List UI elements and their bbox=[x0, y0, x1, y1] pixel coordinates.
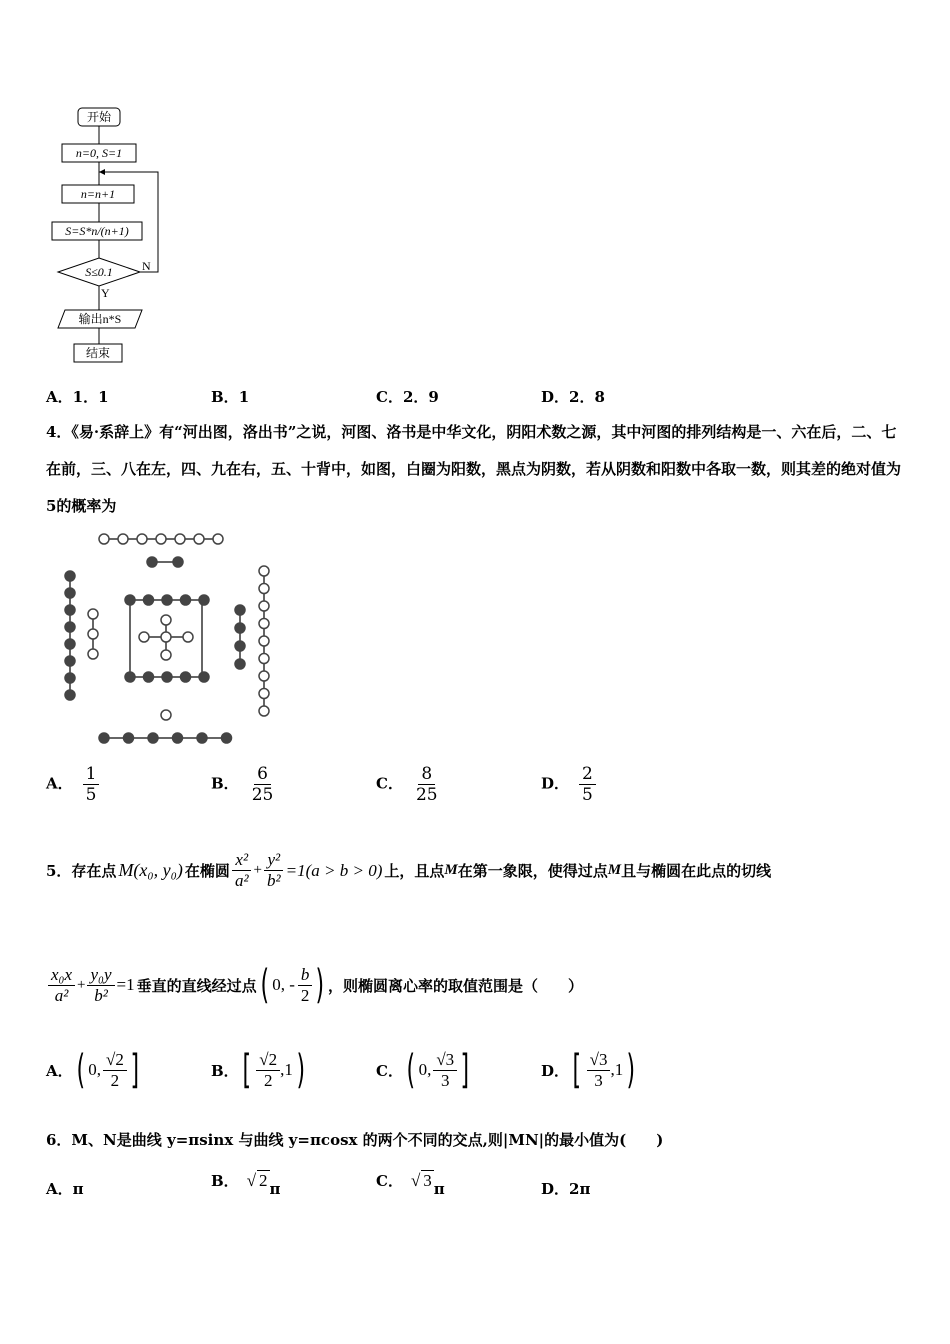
option-letter: B． bbox=[211, 388, 239, 406]
option-value: 2π bbox=[569, 1180, 591, 1198]
q5-text: 在第一象限，使得过点 bbox=[457, 862, 608, 880]
flowchart-output: 输出n*S bbox=[78, 312, 122, 326]
yang-dot bbox=[88, 609, 98, 619]
denominator: 2 bbox=[110, 1070, 120, 1090]
yin-dot bbox=[181, 595, 191, 605]
yang-dot bbox=[161, 650, 171, 660]
yang-dot bbox=[259, 584, 269, 594]
yang-dot bbox=[99, 534, 109, 544]
fraction bbox=[83, 764, 100, 805]
numerator: y₀y bbox=[87, 965, 114, 986]
yin-dot bbox=[162, 595, 172, 605]
option-letter: D． bbox=[541, 388, 570, 406]
yin-dot bbox=[124, 733, 134, 743]
q5-option-d[interactable]: D． [ $\frac{√3}{3}$ ,1 ) bbox=[541, 1047, 636, 1093]
numerator: √3 bbox=[587, 1050, 611, 1071]
option-value: π bbox=[433, 1180, 445, 1198]
yin-dot bbox=[235, 641, 245, 651]
yang-dot bbox=[175, 534, 185, 544]
radicand: 3 bbox=[423, 1171, 432, 1190]
denominator: a² bbox=[234, 871, 249, 890]
numerator: 2 bbox=[579, 764, 596, 785]
denominator: 25 bbox=[251, 785, 274, 805]
yang-dot bbox=[259, 619, 269, 629]
q6-option-a[interactable] bbox=[46, 1178, 84, 1199]
fraction bbox=[87, 965, 114, 1006]
yin-dot bbox=[99, 733, 109, 743]
numerator: 8 bbox=[418, 764, 435, 785]
yin-dot bbox=[125, 595, 135, 605]
q5-text: 5．存在点 bbox=[46, 862, 117, 880]
denominator: 25 bbox=[415, 785, 438, 805]
denominator: 2 bbox=[300, 985, 310, 1005]
option-letter: A． bbox=[46, 1180, 73, 1198]
q3-option-d[interactable] bbox=[541, 386, 605, 407]
interval-right: ,1 bbox=[610, 1060, 624, 1079]
q6-option-b[interactable]: B． √ 2 π bbox=[211, 1171, 281, 1198]
flowchart-step1: n=n+1 bbox=[80, 187, 116, 201]
yin-dot bbox=[235, 605, 245, 615]
numerator: y² bbox=[264, 850, 283, 871]
yin-dot bbox=[65, 656, 75, 666]
yang-dot bbox=[259, 654, 269, 664]
fraction bbox=[264, 850, 284, 891]
q5-line1: 5．存在点 M(x₀, y₀) 在椭圆 $\frac{\text{x²}}{\text{a²}}$ + $\frac{\text{y²}}{\text{b²}}$ =1(a > b > 0) 上，且点 M 在第一象限，使得过点 M 且与椭圆在此点的切线 bbox=[46, 850, 772, 890]
numerator: 1 bbox=[83, 764, 100, 785]
fraction bbox=[256, 1050, 280, 1091]
hetu-diagram bbox=[55, 528, 280, 748]
yin-dot bbox=[65, 588, 75, 598]
q5-option-b[interactable]: B． [ $\frac{√2}{2}$ ,1 ) bbox=[211, 1047, 305, 1093]
q4-option-a[interactable] bbox=[46, 764, 99, 805]
yang-dot bbox=[194, 534, 204, 544]
yin-dot bbox=[144, 595, 154, 605]
yang-dot bbox=[259, 706, 269, 716]
q6-text: 6．M、N是曲线 y=πsinx 与曲线 y=πcosx 的两个不同的交点,则|MN|的最小值为( ) bbox=[46, 1131, 664, 1149]
option-letter: A． bbox=[46, 388, 73, 406]
flowchart-no-label: N bbox=[142, 259, 151, 273]
flowchart-condition: S≤0.1 bbox=[85, 265, 113, 279]
q4-option-c[interactable] bbox=[376, 764, 441, 805]
yin-dot bbox=[144, 672, 154, 682]
yin-dot bbox=[235, 623, 245, 633]
yang-dot bbox=[139, 632, 149, 642]
yin-dot bbox=[65, 690, 75, 700]
denominator: a² bbox=[54, 985, 69, 1005]
flowchart-step2: S=S*n/(n+1) bbox=[65, 224, 129, 238]
interval-left: 0, bbox=[418, 1060, 432, 1079]
denominator: 5 bbox=[85, 785, 97, 805]
q5-text: ，则椭圆离心率的取值范围是（ ） bbox=[328, 976, 584, 995]
yin-dot bbox=[65, 673, 75, 683]
ellipse-rhs: =1(a > b > 0) bbox=[285, 860, 383, 880]
fraction bbox=[103, 1050, 127, 1091]
yang-dot bbox=[161, 710, 171, 720]
denominator: 2 bbox=[263, 1070, 273, 1090]
yang-dot bbox=[259, 636, 269, 646]
yin-dot bbox=[65, 605, 75, 615]
option-letter: C． bbox=[376, 1172, 403, 1190]
fraction bbox=[48, 965, 75, 1006]
numerator: √2 bbox=[256, 1050, 280, 1071]
fraction bbox=[249, 764, 277, 805]
yin-dot bbox=[147, 557, 157, 567]
fraction bbox=[587, 1050, 611, 1091]
fraction bbox=[298, 965, 313, 1006]
yin-dot bbox=[235, 659, 245, 669]
option-letter: C． bbox=[376, 1061, 403, 1080]
yin-dot bbox=[148, 733, 158, 743]
option-letter: D． bbox=[541, 1061, 570, 1080]
option-letter: A． bbox=[46, 1061, 73, 1080]
numerator: b bbox=[298, 965, 313, 986]
q5-line2: $\frac{\text{x₀x}}{\text{a²}}$ + $\frac{\text{y₀y}}{\text{b²}}$ =1 垂直的直线经过点 ( 0, - $\frac{b}{2}$ ) ，则椭圆离心率的取值范围是（ ） bbox=[46, 962, 583, 1008]
yin-dot bbox=[65, 639, 75, 649]
yin-dot bbox=[199, 595, 209, 605]
flowchart-end: 结束 bbox=[85, 346, 111, 360]
yin-dot bbox=[173, 733, 183, 743]
yang-dot bbox=[88, 649, 98, 659]
option-letter: B． bbox=[211, 1172, 239, 1190]
tangent-rhs: =1 bbox=[116, 975, 135, 994]
denominator: 3 bbox=[594, 1070, 603, 1090]
q5-text: 垂直的直线经过点 bbox=[136, 976, 257, 995]
numerator: x² bbox=[232, 850, 251, 871]
yang-dot bbox=[259, 601, 269, 611]
yang-dot bbox=[156, 534, 166, 544]
q3-option-c[interactable] bbox=[376, 386, 439, 407]
interval-left: 0, bbox=[88, 1060, 101, 1079]
q4-option-b[interactable] bbox=[211, 764, 276, 805]
numerator: 6 bbox=[254, 764, 271, 785]
flowchart-init: n=0, S=1 bbox=[75, 146, 123, 160]
q5-text: 且与椭圆在此点的切线 bbox=[621, 862, 772, 880]
denominator: b² bbox=[94, 985, 108, 1005]
option-value: 1 bbox=[238, 388, 250, 406]
yin-dot bbox=[125, 672, 135, 682]
flowchart-start: 开始 bbox=[86, 110, 112, 124]
option-letter: B． bbox=[211, 774, 239, 793]
q6-option-c[interactable]: C． √ 3 π bbox=[376, 1171, 445, 1198]
m-symbol: M bbox=[607, 862, 622, 878]
flowchart bbox=[45, 100, 175, 375]
yang-dot bbox=[88, 629, 98, 639]
yin-dot bbox=[173, 557, 183, 567]
flowchart-yes-label: Y bbox=[101, 286, 110, 300]
fraction bbox=[579, 764, 596, 805]
option-value: 2．9 bbox=[402, 388, 439, 406]
numerator: √2 bbox=[103, 1050, 127, 1071]
yin-dot bbox=[197, 733, 207, 743]
option-value: π bbox=[269, 1180, 281, 1198]
q5-text: 在椭圆 bbox=[184, 862, 230, 880]
yang-dot bbox=[183, 632, 193, 642]
option-letter: B． bbox=[211, 1061, 239, 1080]
option-letter: D． bbox=[541, 774, 570, 793]
numerator: x₀x bbox=[48, 965, 75, 986]
option-value: π bbox=[72, 1180, 84, 1198]
denominator: 3 bbox=[440, 1070, 450, 1090]
q3-option-a[interactable] bbox=[46, 386, 109, 407]
yang-dot bbox=[259, 566, 269, 576]
q6-option-d[interactable] bbox=[541, 1178, 590, 1199]
yin-dot bbox=[65, 622, 75, 632]
radicand: 2 bbox=[259, 1171, 268, 1190]
fraction bbox=[413, 764, 441, 805]
q5-option-a[interactable]: A． ( 0, $\frac{√2}{2}$ ] bbox=[46, 1047, 139, 1093]
yang-dot bbox=[118, 534, 128, 544]
denominator: 5 bbox=[582, 785, 593, 805]
fraction bbox=[232, 850, 252, 891]
point-m: M(x₀, y₀) bbox=[118, 860, 183, 880]
option-letter: A． bbox=[46, 774, 73, 793]
q5-text: 上，且点 bbox=[384, 862, 445, 880]
q4-text: 4．《易·系辞上》有“河出图，洛出书”之说，河图、洛书是中华文化，阴阳术数之源，其中河图的排列结构是一、六在后，二、七在前，三、八在左，四、九在右，五、十背中，如图，白圈为阳数，黑点为阴数，若从阴数和阳数中各取一数，则其差的绝对值为5的概率为 bbox=[46, 423, 902, 515]
q4-option-d[interactable] bbox=[541, 764, 596, 805]
yang-dot bbox=[213, 534, 223, 544]
yin-dot bbox=[181, 672, 191, 682]
point-x: 0, - bbox=[272, 975, 295, 994]
yang-dot bbox=[259, 671, 269, 681]
option-letter: D． bbox=[541, 1180, 570, 1198]
m-symbol: M bbox=[444, 862, 458, 878]
interval-right: ,1 bbox=[280, 1060, 293, 1079]
fraction bbox=[433, 1050, 457, 1091]
yang-dot bbox=[161, 632, 171, 642]
yin-dot bbox=[199, 672, 209, 682]
option-value: 1．1 bbox=[72, 388, 109, 406]
numerator: √3 bbox=[433, 1050, 457, 1071]
q3-option-b[interactable] bbox=[211, 386, 249, 407]
denominator: b² bbox=[267, 871, 281, 890]
option-letter: C． bbox=[376, 388, 403, 406]
option-letter: C． bbox=[376, 774, 403, 793]
yin-dot bbox=[65, 571, 75, 581]
q5-option-c[interactable]: C． ( 0, $\frac{√3}{3}$ ] bbox=[376, 1047, 470, 1093]
yang-dot bbox=[161, 615, 171, 625]
yin-dot bbox=[222, 733, 232, 743]
yang-dot bbox=[137, 534, 147, 544]
yin-dot bbox=[162, 672, 172, 682]
option-value: 2．8 bbox=[569, 388, 605, 406]
yang-dot bbox=[259, 689, 269, 699]
